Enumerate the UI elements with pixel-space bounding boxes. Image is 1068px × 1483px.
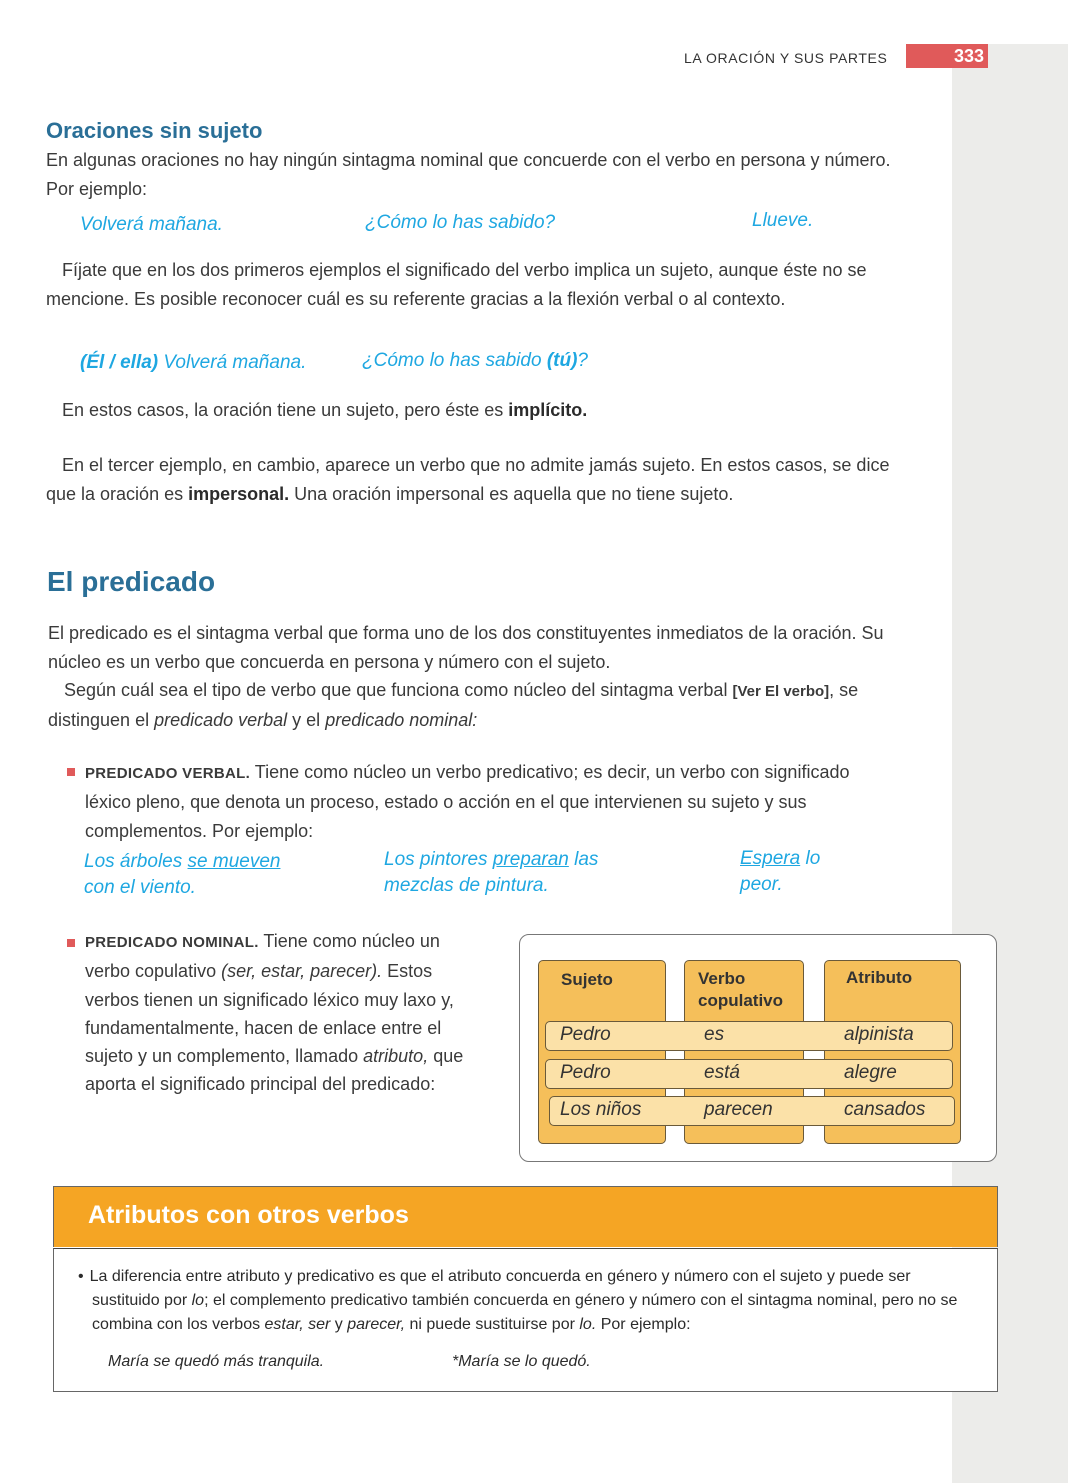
header-verbo-copulativo: Verbo copulativo xyxy=(698,969,784,1010)
example-como-lo-has-sabido: ¿Cómo lo has sabido? xyxy=(365,212,556,233)
paragraph-fijate: Fíjate que en los dos primeros ejemplos el significado del verbo implica un sujeto, aunque éste no se mencione. Es posible reconocer cuál es su referente gracias a la flexión verbal o al contexto. xyxy=(46,260,867,309)
paragraph-predicado-verbal: PREDICADO VERBAL. Tiene como núcleo un verbo predicativo; es decir, un verbo con significado léxico pleno, que denota un proceso, estado o acción en el que intervienen su sujeto y sus complementos. Por ejemplo: xyxy=(85,762,850,841)
paragraph-predicado-nominal: PREDICADO NOMINAL. Tiene como núcleo un verbo copulativo (ser, estar, parecer). Estos verbos tienen un significado léxico muy laxo y, fundamentalmente, hacen de enlace entre el sujeto y un complemento, llamado atributo, que aporta el significado principal del predicado: xyxy=(85,931,464,1095)
intro-paragraph: En algunas oraciones no hay ningún sintagma nominal que concuerde con el verbo en persona y número. Por ejemplo: xyxy=(46,150,891,199)
page-number-badge xyxy=(906,44,988,68)
cross-reference: [Ver El verbo] xyxy=(732,683,830,700)
info-box-text: • La diferencia entre atributo y predicativo es que el atributo concuerda en género y número con el sujeto y puede ser sustituido por lo; el complemento predicativo también concuerda en género y número con el sintagma nominal, pero no se combina con los verbos estar, ser y parecer, ni puede sustituirse por lo. Por ejemplo: xyxy=(78,1268,958,1333)
info-box-header xyxy=(53,1186,998,1247)
running-head: LA ORACIÓN Y SUS PARTES xyxy=(684,50,888,66)
info-box-example-2: *María se lo quedó. xyxy=(452,1353,591,1370)
section-title-el-predicado: El predicado xyxy=(47,566,216,597)
example-espera: Espera lo peor. xyxy=(740,848,821,895)
table-row: Pedro está alegre xyxy=(545,1059,953,1089)
example-arboles: Los árboles se mueven con el viento. xyxy=(84,851,281,898)
bullet-dot: • xyxy=(78,1268,84,1285)
bold-tu: (tú) xyxy=(546,350,578,371)
table-row: Los niños parecen cansados xyxy=(549,1096,955,1126)
info-box-example-1: María se quedó más tranquila. xyxy=(108,1353,325,1370)
section-title-oraciones-sin-sujeto: Oraciones sin sujeto xyxy=(46,118,263,143)
label-predicado-verbal: PREDICADO VERBAL. xyxy=(85,765,251,782)
paragraph-predicado-tipos: Según cuál sea el tipo de verbo que que funciona como núcleo del sintagma verbal [Ver El verbo], se distinguen el predicado verbal y el predicado nominal: xyxy=(48,680,859,730)
example-implicit-subject-1: (Él / ella) Volverá mañana. xyxy=(80,352,307,373)
info-box-body xyxy=(53,1248,998,1392)
bullet-square xyxy=(67,768,75,776)
header-atributo: Atributo xyxy=(846,968,913,987)
term-impersonal: impersonal. xyxy=(188,484,290,504)
label-predicado-nominal: PREDICADO NOMINAL. xyxy=(85,934,259,951)
example-implicit-subject-2: ¿Cómo lo has sabido (tú)? xyxy=(362,350,588,371)
bold-el-ella: (Él / ella) xyxy=(80,352,159,373)
info-box-title: Atributos con otros verbos xyxy=(88,1201,409,1229)
verb-se-mueven: se mueven xyxy=(187,851,281,872)
paragraph-implicito: En estos casos, la oración tiene un sujeto, pero éste es implícito. xyxy=(62,400,588,420)
verb-espera: Espera xyxy=(740,848,801,869)
example-llueve: Llueve. xyxy=(752,210,814,231)
page-number: 333 xyxy=(953,46,984,66)
example-volvera: Volverá mañana. xyxy=(80,214,223,235)
table-row: Pedro es alpinista xyxy=(545,1021,953,1051)
verb-preparan: preparan xyxy=(492,849,569,870)
paragraph-predicado-def: El predicado es el sintagma verbal que forma uno de los dos constituyentes inmediatos de la oración. Su núcleo es un verbo que concuerda en persona y número con el sujeto. xyxy=(48,623,884,672)
bullet-square xyxy=(67,939,75,947)
paragraph-impersonal: En el tercer ejemplo, en cambio, aparece un verbo que no admite jamás sujeto. En estos casos, se dice que la oración es impersonal. Una oración impersonal es aquella que no tiene sujeto. xyxy=(46,455,890,504)
term-implicito: implícito. xyxy=(508,400,588,420)
example-pintores: Los pintores preparan las mezclas de pintura. xyxy=(384,849,599,896)
header-sujeto: Sujeto xyxy=(561,970,613,989)
